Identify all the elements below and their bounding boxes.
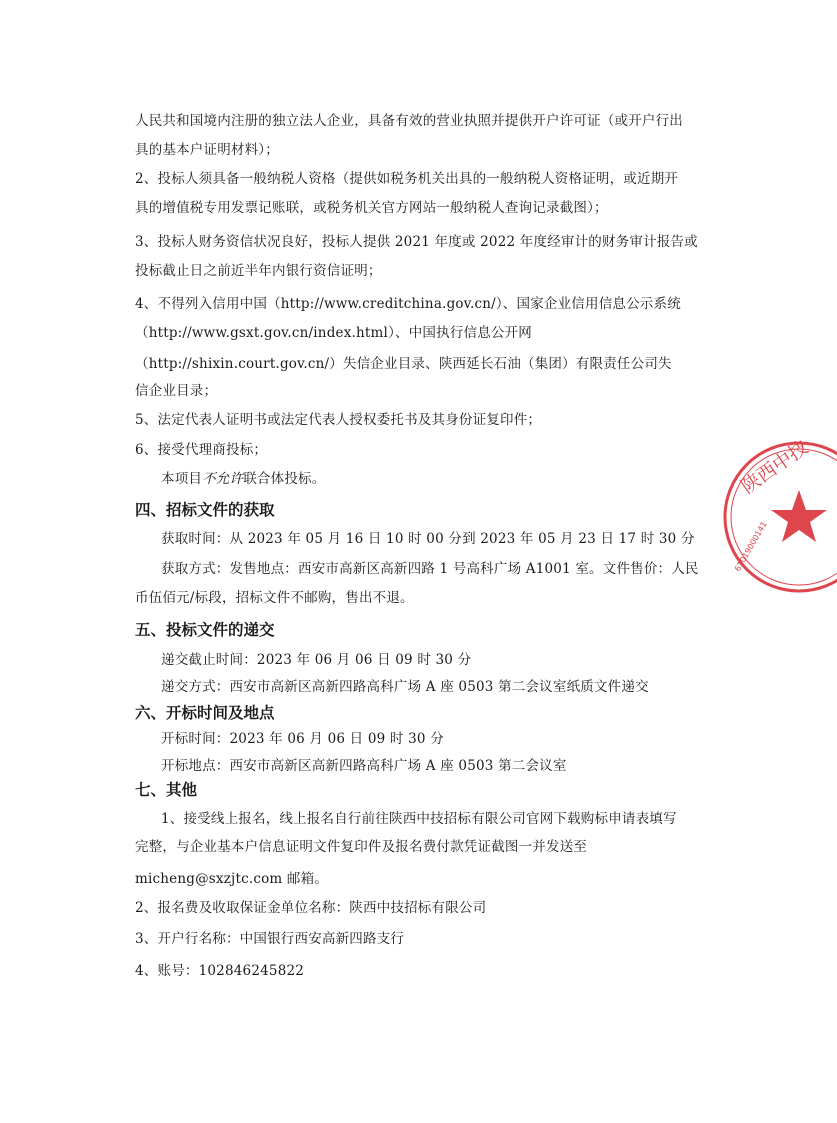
body-line: 3、投标人财务资信状况良好，投标人提供 2021 年度或 2022 年度经审计的财务审计报告或 — [135, 234, 698, 250]
seal-number: 61019000141 — [732, 520, 769, 573]
body-line: 币伍佰元/标段，招标文件不邮购，售出不退。 — [135, 590, 414, 606]
body-line: 具的基本户证明材料）； — [135, 142, 279, 158]
body-line: 人民共和国境内注册的独立法人企业，具备有效的营业执照并提供开户许可证（或开户行出 — [135, 113, 683, 129]
body-line: 6、接受代理商投标； — [135, 442, 268, 458]
seal-star-icon — [771, 490, 827, 542]
body-line: 1、接受线上报名，线上报名自行前往陕西中技招标有限公司官网下载购标申请表填写 — [161, 811, 677, 827]
section-heading: 五、投标文件的递交 — [135, 621, 275, 639]
body-line: 3、开户行名称：中国银行西安高新四路支行 — [135, 931, 405, 947]
body-line — [161, 470, 325, 488]
seal-text: 陕西中技 — [737, 436, 813, 499]
body-line: （http://www.gsxt.gov.cn/index.html）、中国执行信息公开网 — [135, 325, 533, 341]
section-heading: 四、招标文件的获取 — [135, 501, 275, 519]
section-heading: 七、其他 — [135, 781, 198, 799]
body-line: 投标截止日之前近半年内银行资信证明； — [135, 263, 382, 279]
body-line: （http://shixin.court.gov.cn/）失信企业目录、陕西延长石油（集团）有限责任公司失 — [135, 356, 672, 372]
body-line: 递交方式：西安市高新区高新四路高科广场 A 座 0503 第二会议室纸质文件递交 — [161, 679, 649, 695]
text-span: 本项目 — [161, 471, 203, 487]
body-line: 完整，与企业基本户信息证明文件复印件及报名费付款凭证截图一并发送至 — [135, 839, 588, 855]
text-span: 联合体投标。 — [243, 471, 326, 487]
body-line: 开标地点：西安市高新区高新四路高科广场 A 座 0503 第二会议室 — [161, 758, 567, 774]
body-line: 4、不得列入信用中国（http://www.creditchina.gov.cn/）、国家企业信用信息公示系统 — [135, 296, 681, 312]
body-line: 信企业目录； — [135, 383, 218, 399]
body-line: 具的增值税专用发票记账联，或税务机关官方网站一般纳税人查询记录截图）； — [135, 200, 608, 216]
emphasis-text: 不允许 — [202, 471, 244, 487]
body-line: 开标时间：2023 年 06 月 06 日 09 时 30 分 — [161, 731, 444, 747]
body-line: 获取方式：发售地点：西安市高新区高新四路 1 号高科广场 A1001 室。文件售价：人民 — [161, 561, 699, 577]
body-line: 递交截止时间：2023 年 06 月 06 日 09 时 30 分 — [161, 652, 472, 668]
body-line: 5、法定代表人证明书或法定代表人授权委托书及其身份证复印件； — [135, 412, 542, 428]
body-line: 获取时间：从 2023 年 05 月 16 日 10 时 00 分到 2023 年 05 月 23 日 17 时 30 分 — [161, 531, 695, 547]
body-line: 2、投标人须具备一般纳税人资格（提供如税务机关出具的一般纳税人资格证明，或近期开 — [135, 171, 679, 187]
company-seal-icon — [717, 432, 837, 602]
account-line: 4、账号：102846245822 — [135, 963, 305, 979]
email-line: micheng@sxzjtc.com 邮箱。 — [135, 871, 328, 887]
section-heading: 六、开标时间及地点 — [135, 704, 275, 722]
body-line: 2、报名费及收取保证金单位名称：陕西中技招标有限公司 — [135, 900, 487, 916]
